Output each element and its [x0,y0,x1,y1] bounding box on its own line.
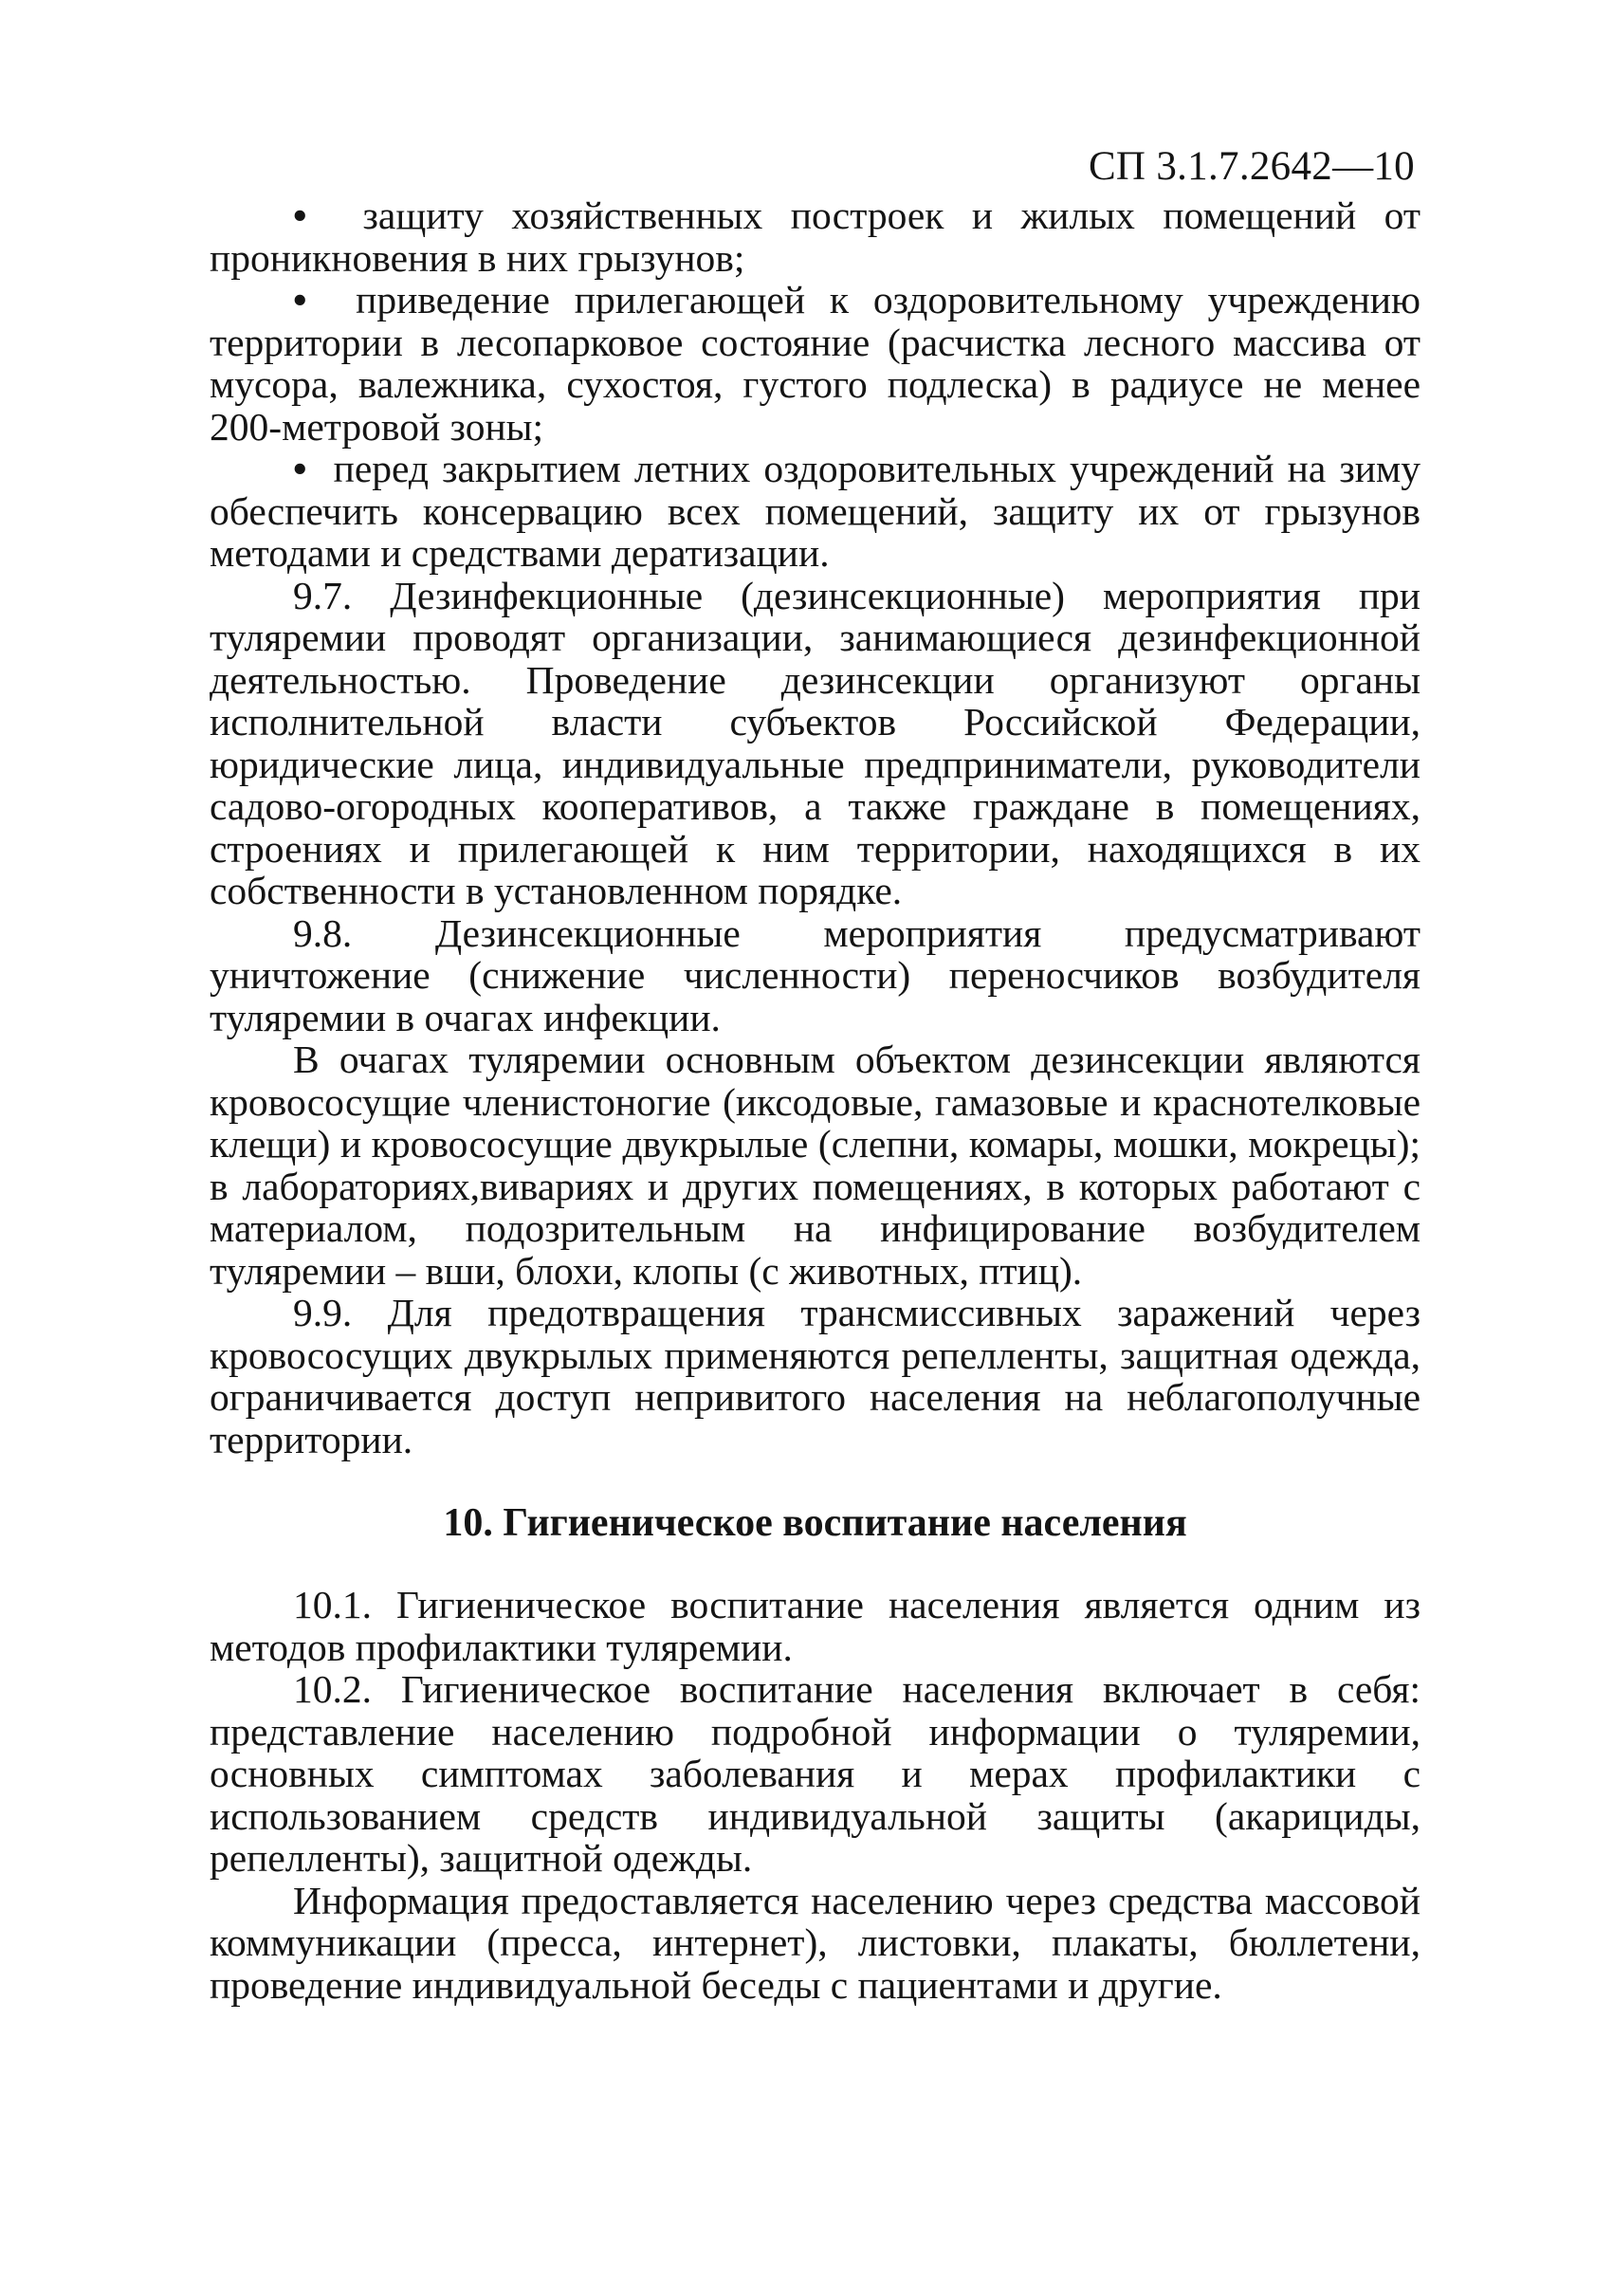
paragraph-disinsection-objects: В очагах туляремии основным объектом дезинсекции являются кровососущие членистоногие (иксодовые, гамазовые и краснотелковые клещи) и кровососущие двукрылые (слепни, комары, мошки, мокрецы); в лабораториях,вивариях и других помещениях, в которых работают с материалом, подозрительным на инфицирование возбудителем туляремии – вши, блохи, клопы (с животных, птиц). [210,1038,1421,1293]
paragraph-9-7: 9.7. Дезинфекционные (дезинсекционные) мероприятия при туляремии проводят организации, занимающиеся дезинфекционной деятельностью. Проведение дезинсекции организуют органы исполнительной власти субъектов Российской Федерации, юридические лица, индивидуальные предприниматели, руководители садово-огородных кооперативов, а также граждане в помещениях, строениях и прилегающей к ним территории, находящихся в их собственности в установленном порядке. [210,573,1421,912]
paragraph-10-1: 10.1. Гигиеническое воспитание населения является одним из методов профилактики туляремии. [210,1583,1421,1669]
paragraph-9-9: 9.9. Для предотвращения трансмиссивных заражений через кровососущих двукрылых применяются репелленты, защитная одежда, ограничивается доступ непривитого населения на неблагополучные территории. [210,1291,1421,1461]
paragraph-9-8: 9.8. Дезинсекционные мероприятия предусматривают уничтожение (снижение численности) переносчиков возбудителя туляремии в очагах инфекции. [210,910,1421,1039]
document-body [210,194,1421,2006]
section-10-heading: 10. Гигиеническое воспитание населения [443,1501,1187,1545]
paragraph-information-channels: Информация предоставляется населению через средства массовой коммуникации (пресса, интернет), листовки, плакаты, бюллетени, проведение индивидуальной беседы с пациентами и другие. [210,1878,1421,2007]
bullet-item-winter-conservation: • перед закрытием летних оздоровительных учреждений на зиму обеспечить консервацию всех помещений, защиту их от грызунов методами и средствами дератизации. [210,448,1421,575]
bullet-item-rodent-protection: • защиту хозяйственных построек и жилых помещений от проникновения в них грызунов; [210,194,1421,279]
bullet-item-territory-clearing: • приведение прилегающей к оздоровительному учреждению территории в лесопарковое состояние (расчистка лесного массива от мусора, валежника, сухостоя, густого подлеска) в радиусе не менее 200-метровой зоны; [210,279,1421,448]
paragraph-10-2: 10.2. Гигиеническое воспитание населения включает в себя: представление населению подробной информации о туляремии, основных симптомах заболевания и мерах профилактики с использованием средств индивидуальной защиты (акарициды, репелленты), защитной одежды. [210,1667,1421,1880]
document-code-header: СП 3.1.7.2642—10 [1088,144,1415,189]
